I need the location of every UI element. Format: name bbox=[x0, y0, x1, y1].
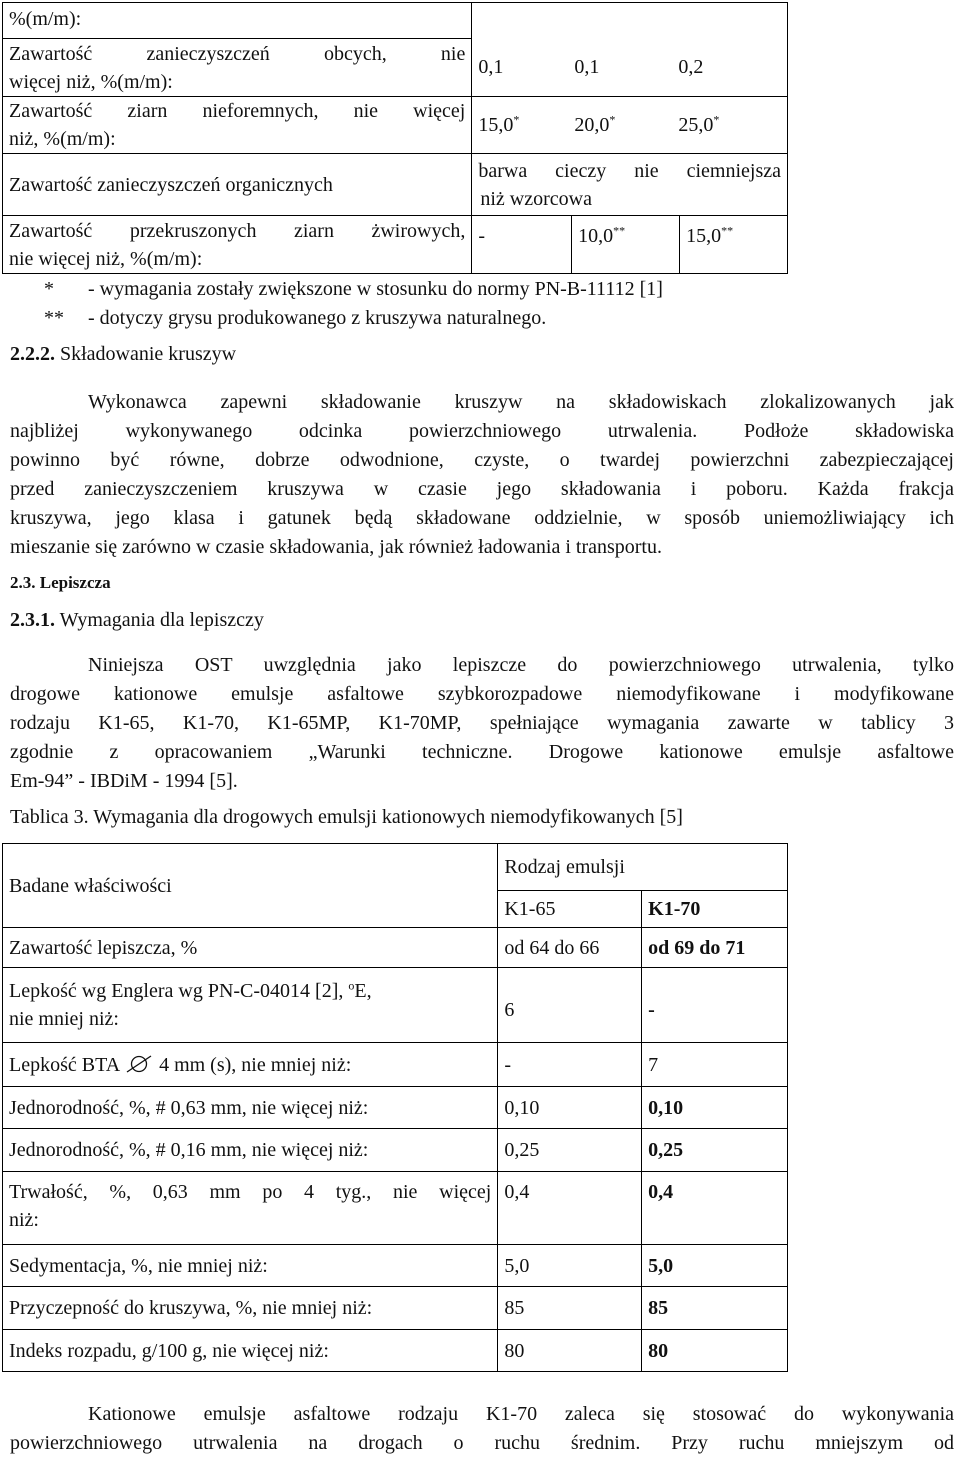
footnote bbox=[44, 278, 663, 301]
value-k1-65: - bbox=[498, 1043, 642, 1087]
closing-paragraph: Kationowe emulsje asfaltowe rodzaju K1-70 zaleca się stosować do wykonywania powierzchniowego utrwalenia na drogach o ruchu średnim. Przy ruchu mniejszym od bbox=[10, 1403, 954, 1454]
table-row bbox=[3, 928, 788, 968]
footnote bbox=[44, 307, 546, 330]
table-row bbox=[3, 1287, 788, 1330]
footnote-mark: ** bbox=[44, 307, 64, 329]
table-header-row bbox=[3, 844, 788, 891]
table-caption: Tablica 3. Wymagania dla drogowych emulsji kationowych niemodyfikowanych [5] bbox=[10, 806, 683, 828]
property-cell: Indeks rozpadu, g/100 g, nie więcej niż: bbox=[3, 1330, 498, 1372]
column-header-group: Rodzaj emulsji bbox=[498, 844, 788, 891]
value-k1-70: 85 bbox=[642, 1287, 788, 1330]
value-cell: barwa cieczy nie ciemniejsza niż wzorcowa bbox=[472, 154, 788, 216]
value-k1-65: 0,4 bbox=[498, 1172, 642, 1245]
section-number: 2.2.2. bbox=[10, 343, 55, 365]
property-cell: Lepkość BTA 4 mm (s), nie mniej niż: bbox=[3, 1043, 498, 1087]
value-k1-70: od 69 do 71 bbox=[642, 928, 788, 968]
property-cell: Sedymentacja, %, nie mniej niż: bbox=[3, 1245, 498, 1287]
table-row bbox=[3, 3, 788, 39]
footnote-mark: ** bbox=[721, 223, 734, 238]
storage-paragraph: Wykonawca zapewni składowanie kruszyw na składowiskach zlokalizowanych jak najbliżej wykonywanego odcinka powierzchniowego utrwalenia. Podłoże składowiska powinno być równe, dobrze odwodnione, czyste, o twardej powierzchni zabezpieczającej przed zanieczyszczeniem kruszywa w czasie jego składowania i poboru. Każda frakcja kruszywa, jego klasa i gatunek będą składowane oddzielnie, w sposób uniemożliwiający ich mieszanie się zarówno w czasie składowania, jak również ładowania i transportu. bbox=[10, 391, 954, 558]
property-cell: Lepkość wg Englera wg PN-C-04014 [2], $^o$E, nie mniej niż: bbox=[3, 968, 498, 1043]
footnote-mark: * bbox=[713, 112, 720, 127]
column-header-k1-65: K1-65 bbox=[498, 891, 642, 928]
row-label: Zawartość zanieczyszczeń obcych, nie więcej niż, %(m/m): bbox=[3, 39, 472, 97]
column-header-k1-70: K1-70 bbox=[642, 891, 788, 928]
aggregate-requirements-table bbox=[2, 2, 788, 274]
footnote-mark: * bbox=[44, 278, 54, 300]
row-label: %(m/m): bbox=[3, 3, 472, 39]
value-k1-65: 6 bbox=[498, 968, 642, 1043]
table-row bbox=[3, 1330, 788, 1372]
table-row bbox=[3, 39, 788, 97]
value-k1-65: 85 bbox=[498, 1287, 642, 1330]
value-k1-70: 0,10 bbox=[642, 1087, 788, 1129]
row-label: Zawartość ziarn nieforemnych, nie więcej niż, %(m/m): bbox=[3, 97, 472, 154]
row-label: Zawartość zanieczyszczeń organicznych bbox=[3, 154, 472, 216]
value-cell: 0,1 bbox=[478, 56, 504, 79]
value-cell: 15,0 bbox=[686, 225, 722, 247]
value-cell: 20,0 bbox=[574, 114, 610, 136]
footnote-mark: ** bbox=[613, 223, 626, 238]
footnote-mark: * bbox=[513, 112, 520, 127]
value-k1-65: 80 bbox=[498, 1330, 642, 1372]
table-row bbox=[3, 1245, 788, 1287]
binder-paragraph: Niniejsza OST uwzględnia jako lepiszcze do powierzchniowego utrwalenia, tylko drogowe kationowe emulsje asfaltowe szybkorozpadowe niemodyfikowane i modyfikowane rodzaju K1-65, K1-70, K1-65MP, K1-70MP, spełniające wymagania zawarte w tablicy 3 zgodnie z opracowaniem „Warunki techniczne. Drogowe kationowe emulsje asfaltowe Em-94” - IBDiM - 1994 [5]. bbox=[10, 654, 954, 792]
value-k1-65: 0,25 bbox=[498, 1129, 642, 1172]
value-cell: 15,0 bbox=[478, 114, 514, 136]
section-title: Składowanie kruszyw bbox=[60, 343, 237, 365]
table-row bbox=[3, 1129, 788, 1172]
property-cell: Zawartość lepiszcza, % bbox=[3, 928, 498, 968]
property-cell: Trwałość, %, 0,63 mm po 4 tyg., nie więcej niż: bbox=[3, 1172, 498, 1245]
table-row bbox=[3, 1043, 788, 1087]
table-row bbox=[3, 968, 788, 1043]
footnote-text: - wymagania zostały zwiększone w stosunku do normy PN-B-11112 [1] bbox=[88, 278, 663, 300]
table-row bbox=[3, 97, 788, 154]
section-heading: 2.3. Lepiszcza bbox=[10, 573, 111, 592]
value-k1-70: 80 bbox=[642, 1330, 788, 1372]
value-cell: 10,0 bbox=[578, 225, 614, 247]
value-cell: 0,2 bbox=[678, 56, 704, 79]
table-row bbox=[3, 216, 788, 274]
section-heading bbox=[10, 609, 264, 632]
table-row bbox=[3, 154, 788, 216]
emulsion-requirements-table bbox=[2, 843, 788, 1372]
table-row bbox=[3, 1172, 788, 1245]
value-k1-70: 0,4 bbox=[642, 1172, 788, 1245]
property-cell: Przyczepność do kruszywa, %, nie mniej niż: bbox=[3, 1287, 498, 1330]
section-heading bbox=[10, 343, 236, 366]
row-label: Zawartość przekruszonych ziarn żwirowych, nie więcej niż, %(m/m): bbox=[3, 216, 472, 274]
diameter-icon bbox=[124, 1055, 154, 1073]
value-k1-65: 5,0 bbox=[498, 1245, 642, 1287]
property-cell: Jednorodność, %, # 0,63 mm, nie więcej niż: bbox=[3, 1087, 498, 1129]
footnote-text: - dotyczy grysu produkowanego z kruszywa naturalnego. bbox=[88, 307, 547, 329]
section-number: 2.3.1. bbox=[10, 609, 55, 631]
value-k1-70: 5,0 bbox=[642, 1245, 788, 1287]
value-cell: 25,0 bbox=[678, 114, 714, 136]
value-k1-70: - bbox=[642, 968, 788, 1043]
footnote-mark: * bbox=[609, 112, 616, 127]
value-k1-70: 7 bbox=[642, 1043, 788, 1087]
property-cell: Jednorodność, %, # 0,16 mm, nie więcej niż: bbox=[3, 1129, 498, 1172]
value-cell: 0,1 bbox=[574, 56, 600, 79]
table-row bbox=[3, 1087, 788, 1129]
section-title: Wymagania dla lepiszczy bbox=[59, 609, 264, 631]
value-k1-70: 0,25 bbox=[642, 1129, 788, 1172]
value-cell: - bbox=[472, 216, 572, 274]
value-k1-65: 0,10 bbox=[498, 1087, 642, 1129]
column-header-property: Badane właściwości bbox=[3, 844, 498, 928]
value-k1-65: od 64 do 66 bbox=[498, 928, 642, 968]
